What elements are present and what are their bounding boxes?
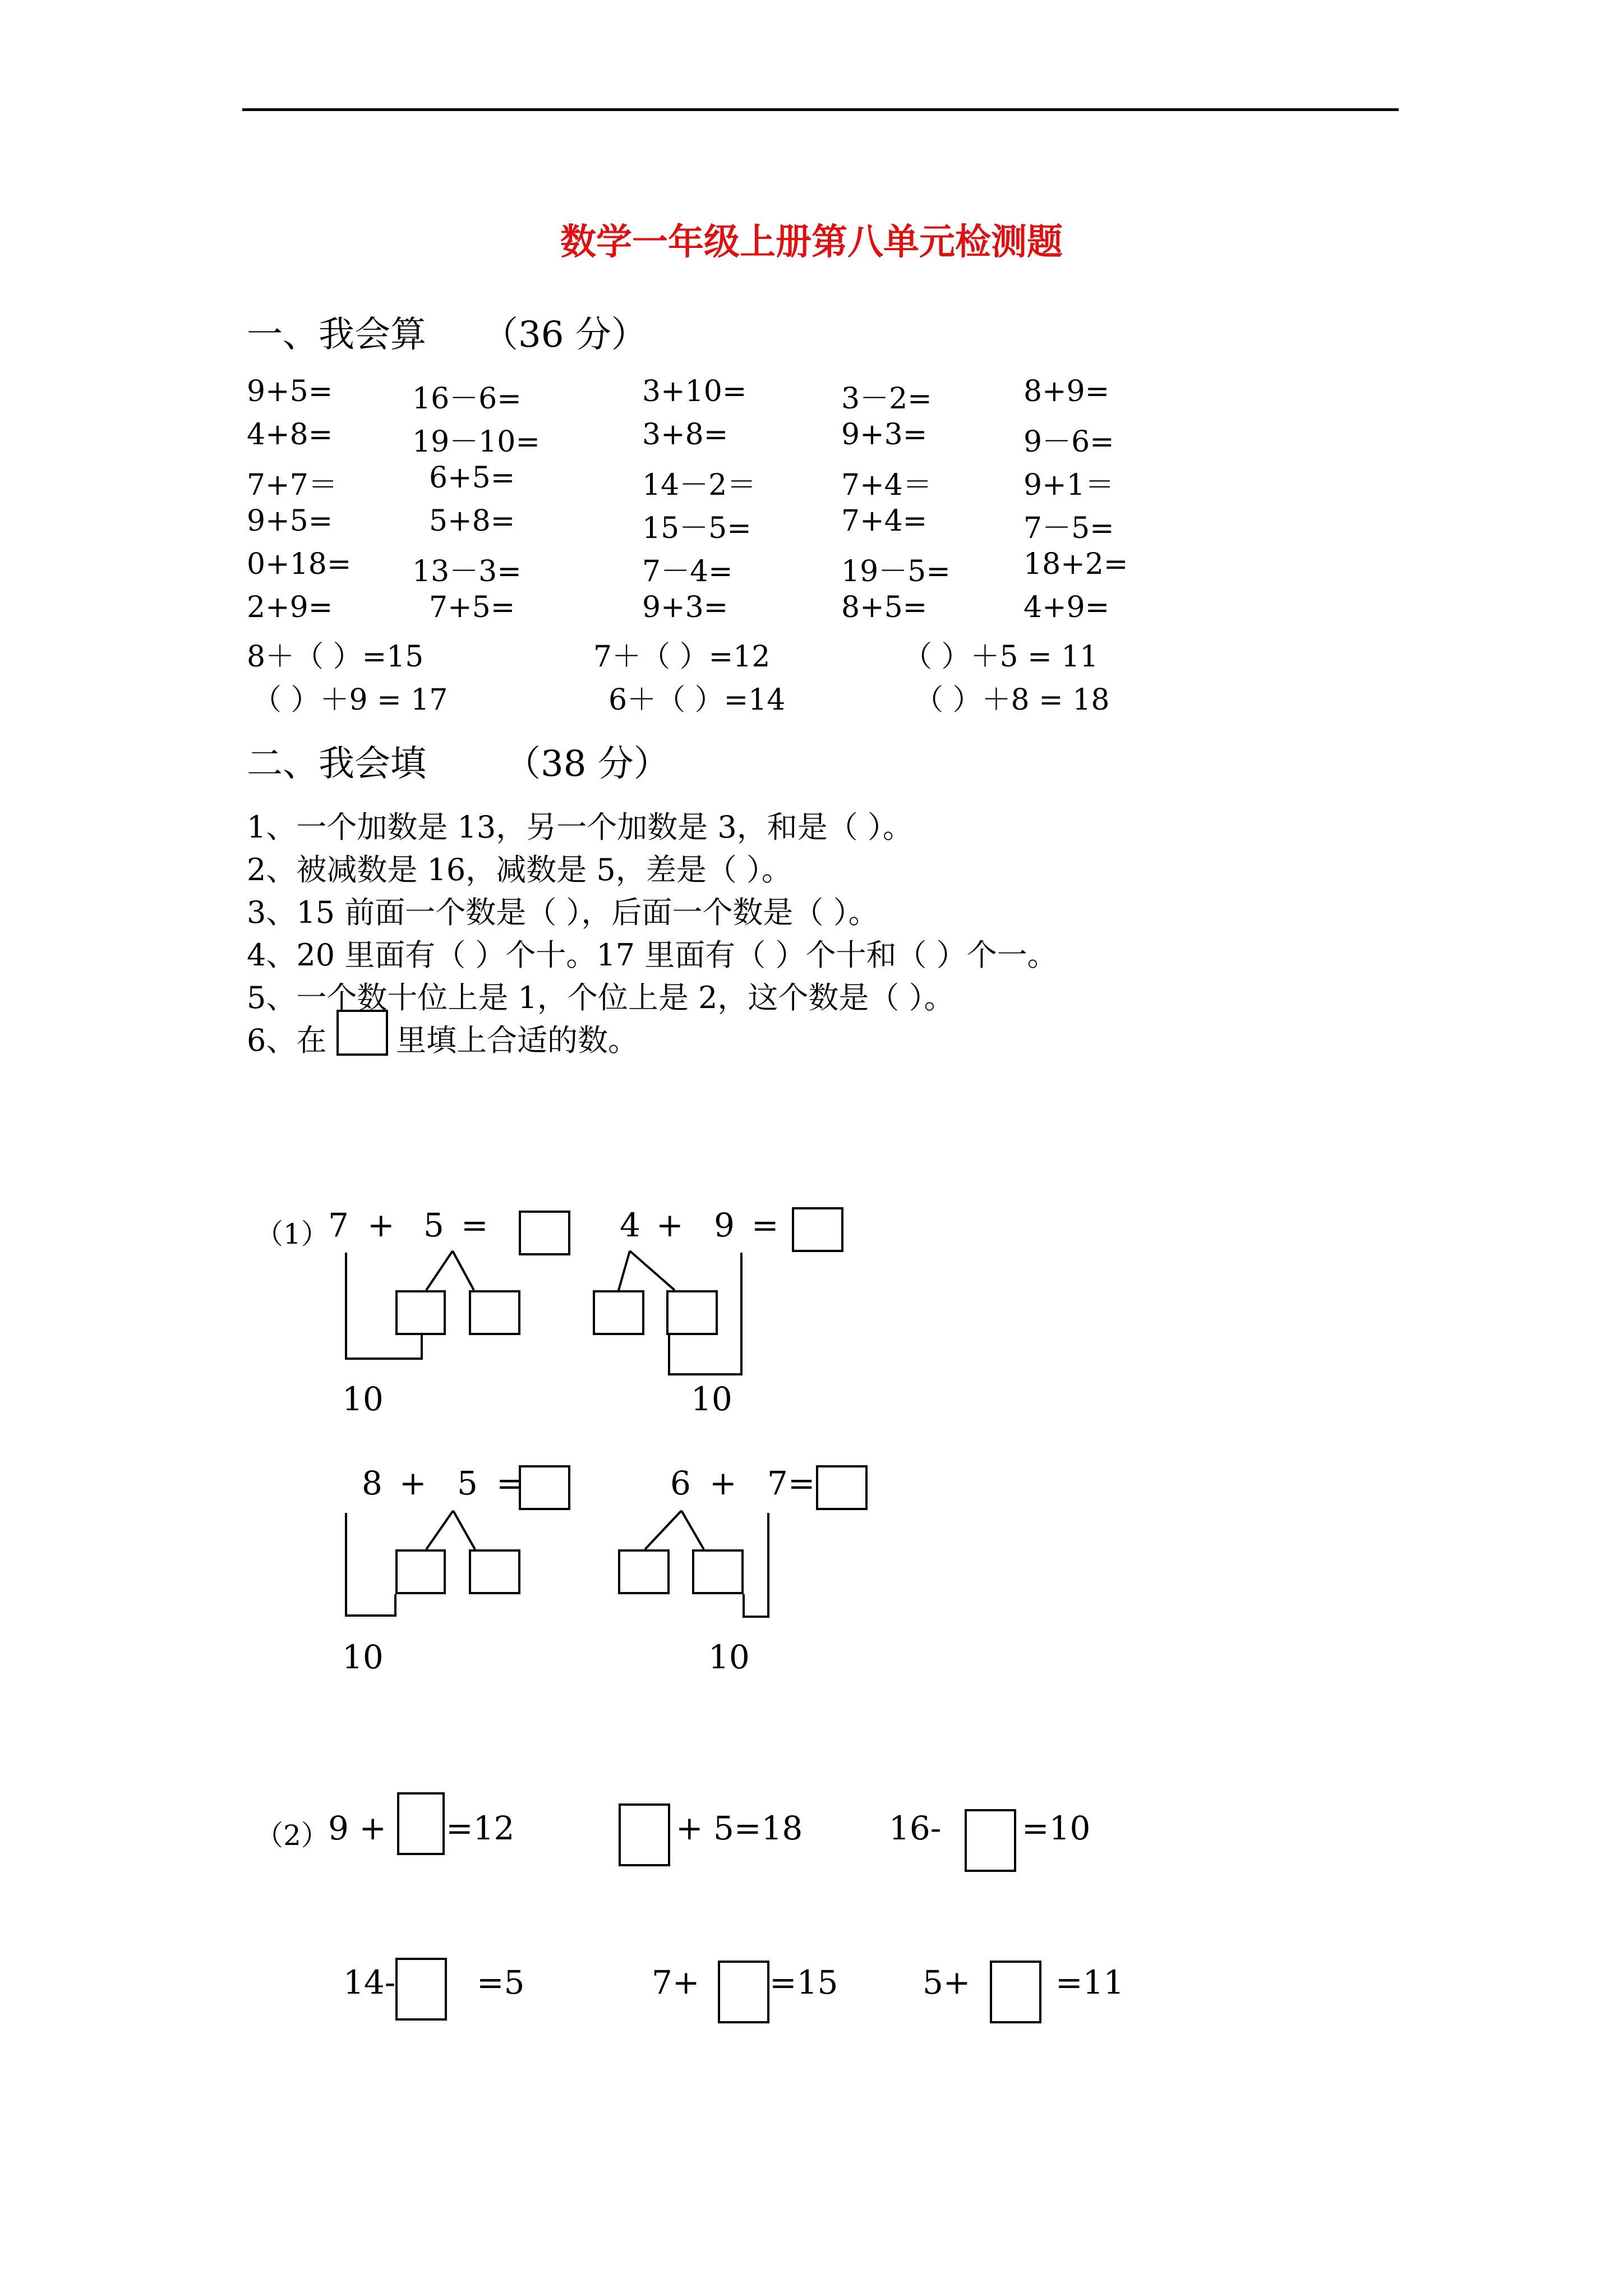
- section2-score: （38 分）: [505, 743, 670, 785]
- calc-equation: 18+2=: [1023, 547, 1128, 581]
- calc-equation: 9－6=: [1023, 425, 1114, 459]
- part1-label: （1）: [255, 1218, 329, 1250]
- operator: +: [367, 1206, 395, 1244]
- addend: 6: [670, 1464, 691, 1502]
- operator: +: [656, 1206, 684, 1244]
- calc-equation: 0+18=: [247, 547, 352, 581]
- operator: +: [709, 1464, 737, 1502]
- calc-equation: 3+8=: [642, 418, 728, 452]
- calc-equation: 7+5=: [429, 591, 515, 624]
- answer-box[interactable]: [397, 1792, 445, 1855]
- question-5: 5、一个数十位上是 1，个位上是 2，这个数是（ ）。: [247, 980, 955, 1015]
- blank-eq: 7＋（ ）=12: [593, 640, 771, 674]
- addend: 5: [423, 1206, 444, 1244]
- blank-eq: （ ）＋8 = 18: [914, 683, 1110, 717]
- calc-equation: 15－5=: [642, 512, 751, 545]
- part2-label: （2）: [255, 1819, 329, 1852]
- equation-left: 5+: [923, 1963, 971, 2001]
- calc-equation: 7－5=: [1023, 512, 1114, 545]
- calc-equation: 4+9=: [1023, 591, 1110, 624]
- calc-equation: 7+4＝: [841, 468, 932, 502]
- equation-right: =12: [446, 1809, 515, 1847]
- blank-eq: 6＋（ ）=14: [608, 683, 786, 717]
- answer-box[interactable]: [965, 1809, 1016, 1872]
- addend: 8: [362, 1464, 382, 1502]
- calc-equation: 9+1＝: [1023, 468, 1114, 502]
- page-title: 数学一年级上册第八单元检测题: [560, 221, 1063, 263]
- calc-equation: 2+9=: [247, 591, 333, 624]
- question-1: 1、一个加数是 13，另一个加数是 3，和是（ ）。: [247, 809, 913, 845]
- ten-label: 10: [708, 1638, 750, 1676]
- equation-right: =10: [1022, 1809, 1091, 1847]
- calc-equation: 4+8=: [247, 418, 333, 452]
- equation-right: + 5=18: [676, 1809, 803, 1847]
- question-6-before: 6、在: [247, 1023, 327, 1058]
- blank-eq: 8＋（ ）=15: [247, 640, 424, 674]
- calc-equation: 3－2=: [841, 382, 932, 416]
- calc-equation: 9+5=: [247, 504, 333, 538]
- addend: 9: [714, 1206, 735, 1244]
- blank-eq: （ ）＋5 = 11: [903, 640, 1099, 674]
- calc-equation: 5+8=: [429, 504, 515, 538]
- equation-left: 7+: [652, 1963, 700, 2001]
- equation-right: =11: [1055, 1963, 1124, 2001]
- calc-equation: 19－10=: [412, 425, 540, 459]
- calc-equation: 6+5=: [429, 461, 515, 495]
- section1-score: （36 分）: [482, 314, 647, 356]
- calc-equation: 8+9=: [1023, 375, 1110, 408]
- ten-label: 10: [342, 1638, 384, 1676]
- operator: =: [496, 1464, 524, 1502]
- calc-equation: 7+4=: [841, 504, 928, 538]
- calc-equation: 9+3=: [642, 591, 728, 624]
- addend: 7=: [767, 1464, 815, 1502]
- calc-equation: 19－5=: [841, 555, 951, 588]
- section1-heading: 一、我会算: [247, 314, 426, 356]
- section2-heading: 二、我会填: [247, 743, 426, 785]
- equation-left: 16-: [889, 1809, 942, 1847]
- equation-right: =15: [769, 1963, 838, 2001]
- operator: =: [461, 1206, 488, 1244]
- answer-box[interactable]: [990, 1961, 1041, 2023]
- equation-right: =5: [477, 1963, 525, 2001]
- answer-box[interactable]: [395, 1958, 447, 2021]
- ten-label: 10: [342, 1380, 384, 1418]
- question-4: 4、20 里面有（ ）个十。17 里面有（ ）个十和（ ）个一。: [247, 937, 1058, 973]
- equation-left: 14-: [343, 1963, 396, 2001]
- calc-equation: 16－6=: [412, 382, 522, 416]
- calc-equation: 7－4=: [642, 555, 733, 588]
- calc-equation: 9+5=: [247, 375, 333, 408]
- calc-equation: 3+10=: [642, 375, 747, 408]
- calc-equation: 14－2＝: [642, 468, 757, 502]
- calc-equation: 9+3=: [841, 418, 928, 452]
- addend: 4: [620, 1206, 640, 1244]
- ten-label: 10: [691, 1380, 732, 1418]
- blank-eq: （ ）＋9 = 17: [252, 683, 448, 717]
- calc-equation: 13－3=: [412, 555, 522, 588]
- answer-box[interactable]: [718, 1961, 769, 2023]
- question-2: 2、被减数是 16，减数是 5，差是（ ）。: [247, 852, 792, 887]
- addend: 5: [457, 1464, 478, 1502]
- question-3: 3、15 前面一个数是（ ），后面一个数是（ ）。: [247, 895, 879, 930]
- addend: 7: [328, 1206, 349, 1244]
- calc-equation: 8+5=: [841, 591, 928, 624]
- operator: =: [751, 1206, 779, 1244]
- calc-equation: 7+7＝: [247, 468, 338, 502]
- answer-box[interactable]: [619, 1803, 670, 1866]
- equation-left: 9 +: [328, 1809, 386, 1847]
- question-6-after: 里填上合适的数。: [396, 1023, 638, 1058]
- operator: +: [399, 1464, 427, 1502]
